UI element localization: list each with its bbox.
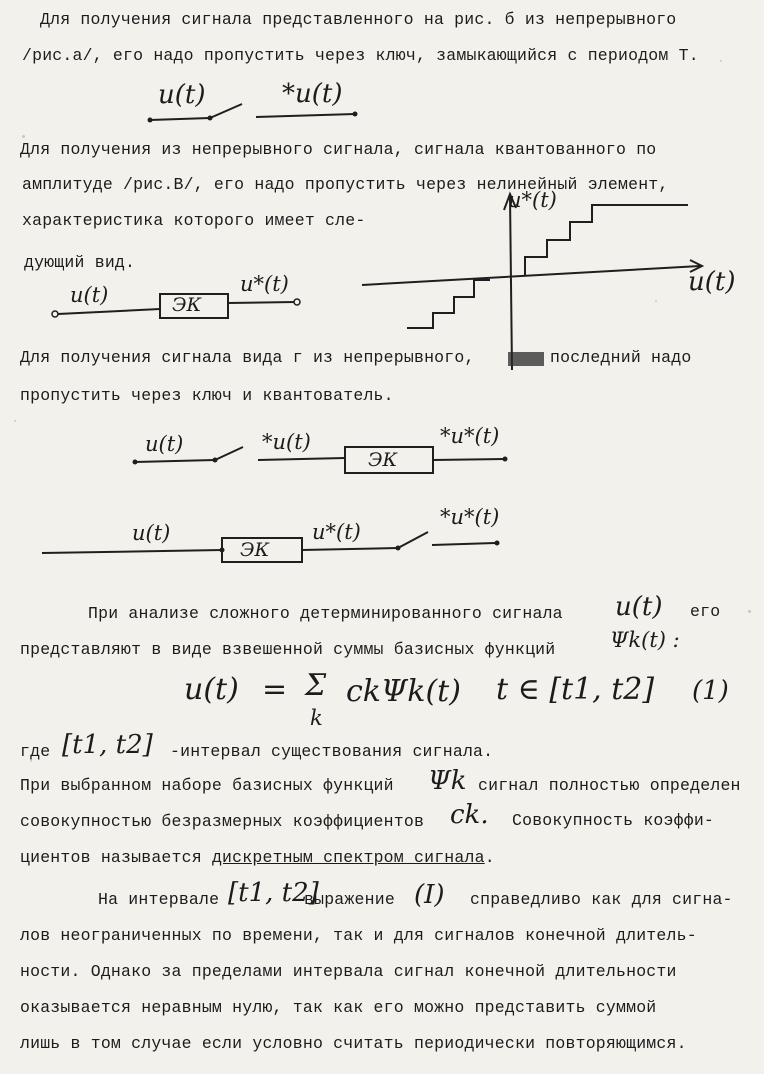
p5-line-4: оказывается неравным нулю, так как его можно представить суммой [20,998,657,1017]
p4-line-3-symbol: [t1, t2] [62,730,153,760]
p4-line-4-end: сигнал полностью определен [478,776,741,795]
p4-line-2-symbol: Ψk(t) : [610,628,680,652]
nle-element-label: ЭК [172,294,202,316]
qk-output-label: *u*(t) [440,505,500,529]
formula-domain: t ∈ [t1, t2] [496,672,655,707]
p2-line-2: амплитуде /рис.В/, его надо пропустить через нелинейный элемент, [22,175,669,194]
kq-input-label: u(t) [145,432,184,456]
formula-lhs: u(t) [184,672,239,707]
p5-line-1-end: справедливо как для сигна- [470,890,733,909]
formula-sum-index: k [310,706,323,730]
formula-number: (1) [692,676,729,706]
p4-line-1-end: его [690,602,721,621]
switch1-output-label: *u(t) [282,79,343,109]
p5-line-5: лишь в том случае если условно считать периодически повторяющимся. [20,1034,687,1053]
p4-line-5-end: Совокупность коэффи- [512,811,715,830]
p4-line-5: совокупностью безразмерных коэффициентов [20,812,425,831]
p4-line-1-symbol: u(t) [615,592,663,622]
p1-line-2: /рис.а/, его надо пропустить через ключ, замыкающийся с периодом Т. [22,46,699,65]
p2-line-3: характеристика которого имеет сле- [22,211,366,230]
quantizer-characteristic-graph [362,194,702,370]
graph-y-axis-label: u*(t) [508,188,557,212]
qk-middle-label: u*(t) [312,520,361,544]
p4-line-3-end: -интервал существования сигнала. [170,742,494,761]
nle-input-label: u(t) [70,283,109,307]
key-quantizer-diagram [133,447,508,473]
switch1-input-label: u(t) [158,80,206,110]
kq-element-label: ЭК [368,449,398,471]
qk-element-label: ЭК [240,539,270,561]
p4-line-6-end: . [484,848,495,867]
p5-line-1-mid: выражение [304,890,395,909]
p4-line-2: представляют в виде взвешенной суммы базисных функций [20,640,556,659]
p3-line-2: пропустить через ключ и квантователь. [20,386,394,405]
discrete-spectrum-term: дискретным спектром сигнала [211,848,485,867]
p5-line-1-symbol: [t1, t2] [228,878,319,908]
p4-line-1: При анализе сложного детерминированного сигнала [88,604,563,623]
p1-line-1: Для получения сигнала представленного на рис. б из непрерывного [40,10,677,29]
p4-line-6 [20,848,495,867]
p4-line-5-symbol: ck. [450,800,489,830]
quantizer-key-diagram [42,532,500,562]
p3-line-1-start: Для получения сигнала вида г из непрерывного, [20,348,475,367]
p4-line-4-symbol: Ψk [428,766,467,796]
kq-middle-label: *u(t) [262,430,311,454]
nle-output-label: u*(t) [240,272,289,296]
p4-line-3-start: где [20,742,51,761]
p3-line-1-end: последний надо [550,348,692,367]
p2-line-4: дующий вид. [24,253,136,272]
p5-line-3: ности. Однако за пределами интервала сигнал конечной длительности [20,962,677,981]
graph-x-axis-label: u(t) [688,267,736,297]
p5-line-1-ref: (I) [414,880,445,910]
p5-line-1-start: На интервале [98,890,220,909]
formula-terms: ckΨk(t) [346,674,461,709]
kq-output-label: *u*(t) [440,424,500,448]
p5-line-2: лов неограниченных по времени, так и для сигналов конечной длитель- [20,926,697,945]
formula-eq: = [262,672,288,707]
p2-line-1: Для получения из непрерывного сигнала, сигнала квантованного по [20,140,657,159]
qk-input-label: u(t) [132,521,171,545]
formula-sum: Σ [305,668,327,703]
p4-line-4: При выбранном наборе базисных функций [20,776,394,795]
p4-line-6-start: циентов называется [20,848,202,867]
redaction-mark [508,352,544,366]
